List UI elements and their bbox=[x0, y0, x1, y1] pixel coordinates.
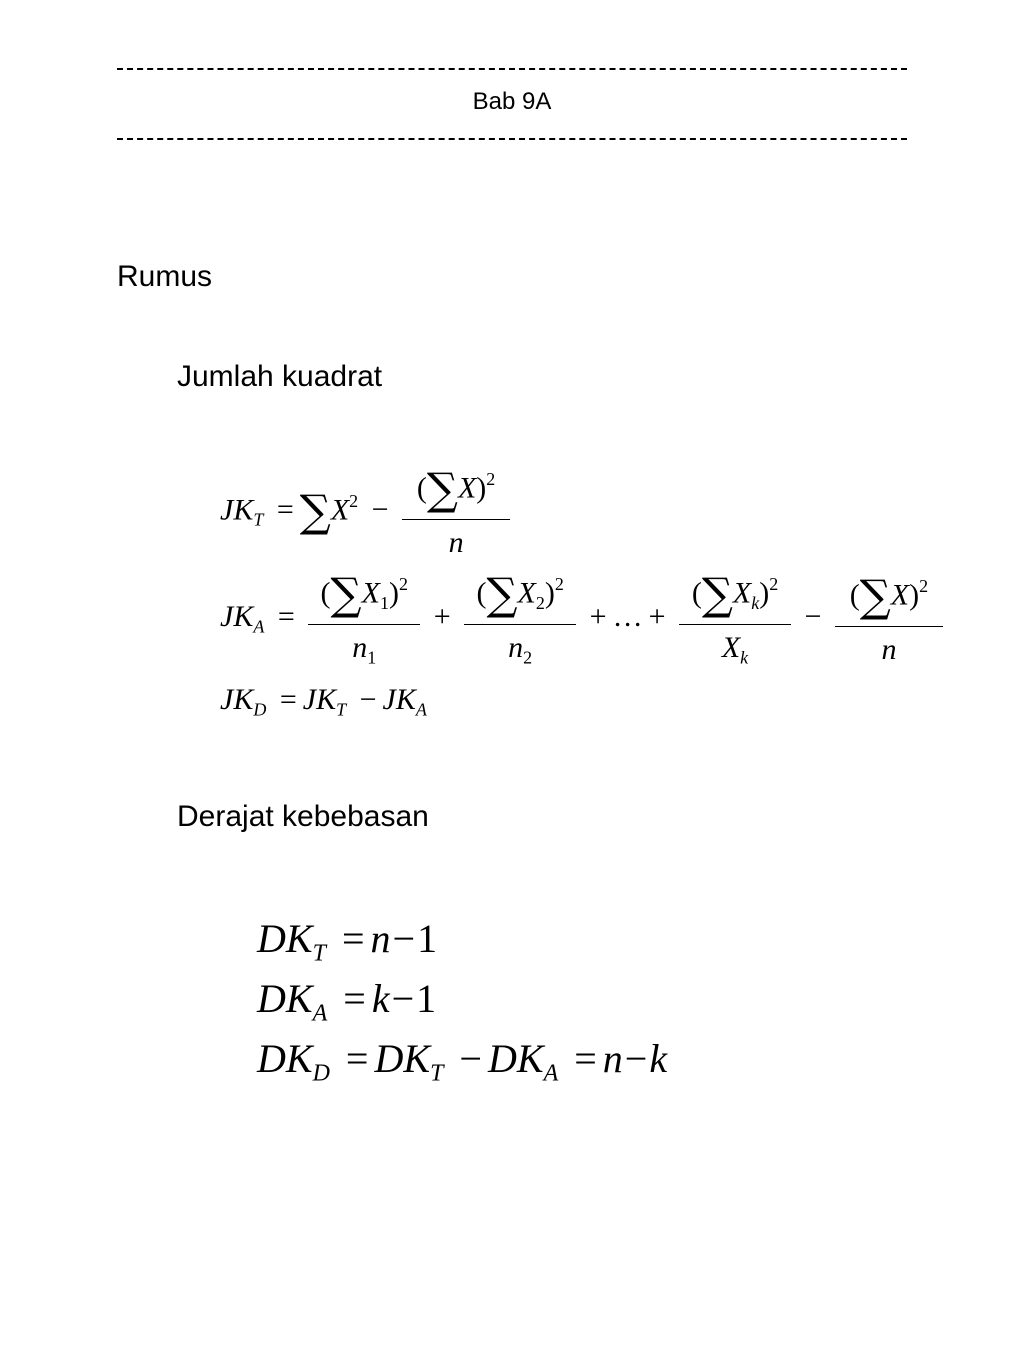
header-bottom-rule bbox=[117, 138, 907, 140]
section-heading-rumus: Rumus bbox=[117, 260, 213, 293]
subheading-derajat-kebebasan: Derajat kebebasan bbox=[177, 800, 429, 833]
equation-jkt: $JK_T = \sum X^2$ − $\frac{(\sum X)^2}{n}$ bbox=[220, 465, 510, 560]
header-top-rule bbox=[117, 68, 907, 70]
equation-dkt: $DK_T = n-1$ bbox=[257, 916, 438, 967]
equation-jka: $JK_A$ = $\frac{(\sum X_1)^2}{n_1}$ + $\frac{(\sum X_2)^2}{n_2}$ + … + $\frac{(\sum X_k)^2}{X_k}$ − $\frac{(\sum X)^2}{n}$ bbox=[220, 570, 943, 668]
equation-dka: $DK_A = k-1$ bbox=[257, 976, 437, 1027]
equation-dkd: $DK_D = DK_T - DK_A = n-k$ bbox=[257, 1036, 668, 1087]
subheading-jumlah-kuadrat: Jumlah kuadrat bbox=[177, 360, 383, 393]
chapter-title: Bab 9A bbox=[472, 88, 552, 115]
equation-jkd: $JK_D = JK_T - JK_A$ bbox=[220, 683, 427, 720]
